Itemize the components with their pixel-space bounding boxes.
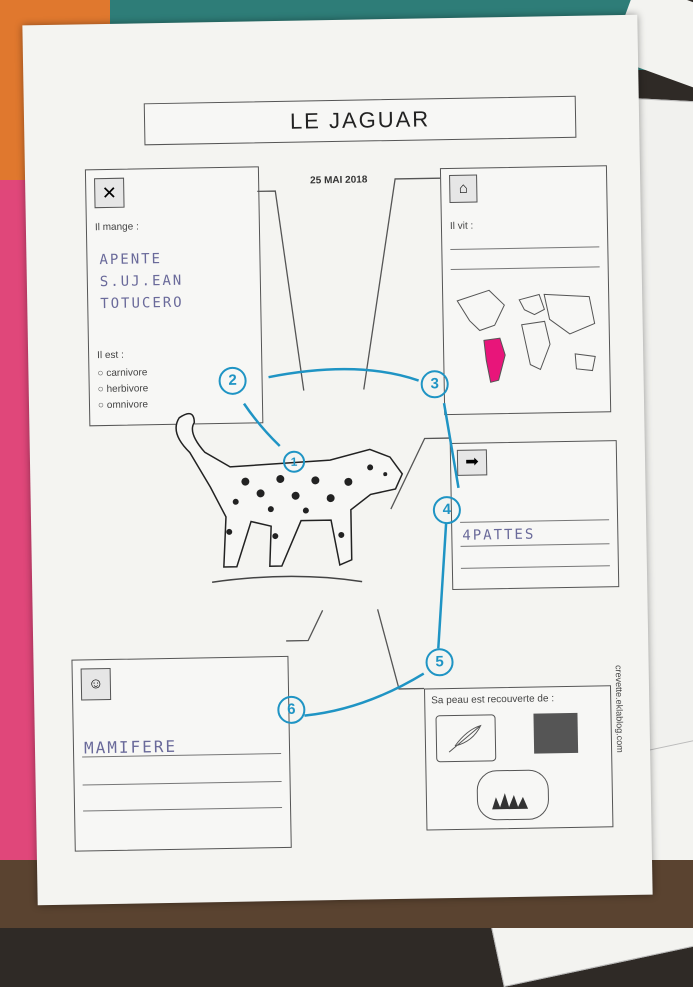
date-stamp: 25 MAI 2018 xyxy=(310,174,368,187)
step-3-marker: 3 xyxy=(420,370,448,398)
food-answer-2: S.UJ.EAN xyxy=(99,272,184,291)
diet-heading: Il est : xyxy=(97,349,124,362)
movement-answer: 4PATTES xyxy=(462,526,536,544)
food-answer-1: APENTE xyxy=(99,251,163,269)
credit-text: crevette.eklablog.com xyxy=(613,665,626,753)
arrow-right-icon: ➡ xyxy=(457,449,487,476)
step-2-marker: 2 xyxy=(218,367,246,395)
worksheet-title: LE JAGUAR xyxy=(289,106,431,134)
covering-prompt: Sa peau est recouverte de : xyxy=(431,693,555,707)
house-icon: ⌂ xyxy=(449,175,477,203)
step-4-marker: 4 xyxy=(433,496,461,524)
step-1-marker: 1 xyxy=(283,451,305,473)
class-answer: MAMIFERE xyxy=(83,736,178,758)
step-5-marker: 5 xyxy=(425,648,453,676)
jaguar-drawing xyxy=(176,410,404,585)
habitat-prompt: Il vit : xyxy=(449,220,474,233)
food-prompt: Il mange : xyxy=(94,221,139,234)
baby-icon: ☺ xyxy=(81,668,112,701)
diet-option-carnivore: ○ carnivore xyxy=(97,367,148,380)
fork-knife-icon: ✕ xyxy=(94,178,125,209)
connector-lines xyxy=(22,15,652,906)
worksheet xyxy=(22,15,652,906)
diet-option-herbivore: ○ herbivore xyxy=(97,383,149,396)
food-answer-3: TOTUCERO xyxy=(100,294,184,313)
diet-option-omnivore: ○ omnivore xyxy=(97,399,149,412)
step-6-marker: 6 xyxy=(277,696,305,724)
